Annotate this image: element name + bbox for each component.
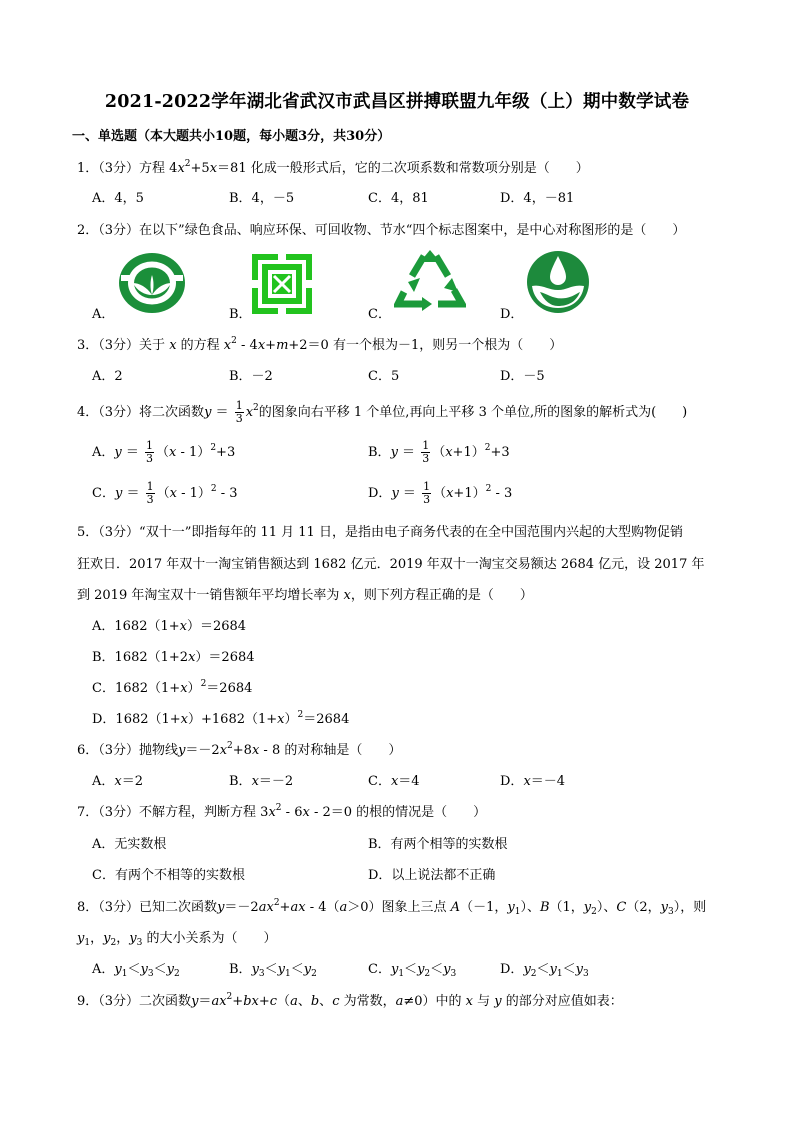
q2-number: 2．（3分） (77, 223, 140, 238)
q4-text: 将二次函数 (139, 405, 205, 420)
q6-option-a[interactable]: A．x＝2 (92, 774, 144, 789)
question-6: 6．（3分）抛物线$y=-2x^2+8x - 8$ 的对称轴是（ ） (77, 741, 402, 758)
q3-text: 关于 (139, 338, 170, 353)
q4-text: ＝ (211, 405, 233, 420)
q2-option-a[interactable]: A． (92, 307, 115, 322)
q8-option-c[interactable]: C．$y_1<y_2<y_3$ (368, 962, 457, 979)
q5-text-line-2: 狂欢日．2017 年双十一淘宝销售额达到 1682 亿元．2019 年双十一淘宝交易额达 2684 亿元，设 2017 年 (77, 557, 705, 572)
q8-option-b[interactable]: B．$y_3<y_1<y_2$ (229, 962, 317, 979)
q1-var: x (209, 161, 218, 176)
q4-text: 的图象向右平移 1 个单位,再向上平移 3 个单位,所的图象的解析式为( ) (258, 405, 688, 420)
recycle-logo-icon (394, 248, 466, 314)
q8-text-line-2: $y_1$，$y_2$，$y_3$ 的大小关系为（ ） (77, 931, 277, 948)
q3-var: x (257, 338, 266, 353)
q3-text: + (265, 338, 277, 353)
q3-option-b[interactable]: B．－2 (229, 369, 273, 384)
question-3 (77, 334, 562, 353)
q3-var: x (223, 338, 232, 353)
q7-option-a[interactable]: A．无实数根 (92, 837, 167, 852)
q1-var: x (177, 161, 185, 176)
q1-option-b[interactable]: B．4，－5 (229, 191, 295, 206)
q7-number: 7．（3分） (77, 805, 140, 820)
q3-text: +2＝0 有一个根为－1，则另一个根为（ ） (288, 338, 563, 353)
q3-sup: 2 (231, 336, 237, 346)
q3-option-d[interactable]: D．－5 (500, 369, 545, 384)
q6-option-c[interactable]: C．x＝4 (368, 774, 420, 789)
q2-option-b[interactable]: B． (229, 307, 252, 322)
q6-option-d[interactable]: D．x＝－4 (500, 774, 566, 789)
q3-option-c[interactable]: C．5 (368, 369, 400, 384)
page-title: 2021-2022学年湖北省武汉市武昌区拼搏联盟九年级（上）期中数学试卷 (104, 92, 690, 112)
q2-option-c[interactable]: C． (368, 307, 391, 322)
q3-var: m (276, 338, 289, 353)
question-5 (77, 521, 683, 540)
q1-sup: 2 (184, 159, 191, 169)
environment-logo-icon (252, 254, 312, 314)
q5-option-d[interactable]: D．$1682(1+x)+1682(1+x)^2=2684$ (92, 710, 350, 727)
green-food-logo-icon (117, 251, 187, 315)
q8-option-a[interactable]: A．$y_1<y_3<y_2$ (92, 962, 180, 979)
q4-sup: 2 (253, 403, 259, 413)
q7-option-b[interactable]: B．有两个相等的实数根 (368, 837, 508, 852)
q2-option-d[interactable]: D． (500, 307, 524, 322)
q1-number: 1．（3分） (77, 161, 140, 176)
q7-option-c[interactable]: C．有两个不相等的实数根 (92, 868, 245, 883)
q3-number: 3．（3分） (77, 338, 140, 353)
q3-var: x (169, 338, 177, 353)
q4-option-b[interactable]: B．y ＝ $\frac{1}{3}$ $(x+1)^2+3$ (368, 439, 510, 465)
question-7: 7．（3分）不解方程，判断方程 $3x^2 - 6x - 2=0$ 的根的情况是（ ） (77, 803, 487, 820)
water-saving-logo-icon (526, 250, 590, 314)
q4-option-a[interactable]: A．y ＝ $\frac{1}{3}$ （x - 1）$^2$+3 (92, 439, 236, 465)
question-8: 8．（3分）已知二次函数$y=-2ax^2+ax - 4(a>0)$图象上三点 A（－1，$y_1$）、B（1，$y_2$）、C（2，$y_3$），则 (77, 898, 707, 917)
q3-text: 的方程 (176, 338, 224, 353)
q3-option-a[interactable]: A．2 (92, 369, 123, 384)
q9-number: 9．（3分） (77, 994, 140, 1009)
q4-option-c[interactable]: C．y ＝ $\frac{1}{3}$ （x - 1）$^2$ - 3 (92, 480, 238, 506)
q6-option-b[interactable]: B．x＝－2 (229, 774, 294, 789)
q1-option-c[interactable]: C．4，81 (368, 191, 429, 206)
q5-option-a[interactable]: A．1682（1+x）＝2684 (92, 619, 247, 634)
question-9: 9．（3分）二次函数$y=ax^2+bx+c(a$、b、c 为常数，a≠0）中的 x 与 y 的部分对应值如表： (77, 992, 623, 1009)
q5-text: “双十一”即指每年的 11 月 11 日，是指由电子商务代表的在全中国范围内兴起的大型购物促销 (139, 525, 683, 540)
q4-var: y (204, 405, 212, 420)
q8-number: 8．（3分） (77, 900, 140, 915)
q3-text: - 4 (236, 338, 258, 353)
q8-option-d[interactable]: D．$y_2<y_1<y_3$ (500, 962, 589, 979)
q1-option-a[interactable]: A．4，5 (92, 191, 144, 206)
q5-text-line-3: 到 2019 年淘宝双十一销售额年平均增长率为 x，则下列方程正确的是（ ） (77, 588, 533, 603)
question-4 (77, 400, 687, 425)
q1-option-d[interactable]: D．4，－81 (500, 191, 575, 206)
q1-text: +5 (190, 161, 210, 176)
q4-var: x (245, 405, 254, 420)
q4-option-d[interactable]: D．y ＝ $\frac{1}{3}$ $(x+1)^2 - 3$ (368, 480, 513, 506)
section-heading: 一、单选题（本大题共小10题，每小题3分，共30分） (72, 129, 391, 144)
q5-option-c[interactable]: C．$1682(1+x)^2=2684$ (92, 679, 253, 696)
q4-number: 4．（3分） (77, 405, 140, 420)
q7-option-d[interactable]: D．以上说法都不正确 (368, 868, 496, 883)
question-2 (77, 219, 685, 238)
q5-number: 5．（3分） (77, 525, 140, 540)
q2-text: 在以下”绿色食品、响应环保、可回收物、节水“四个标志图案中，是中心对称图形的是（ ） (139, 223, 686, 238)
q6-number: 6．（3分） (77, 743, 140, 758)
question-1 (77, 157, 589, 176)
q1-text: ＝81 化成一般形式后，它的二次项系数和常数项分别是（ ） (217, 161, 589, 176)
q5-option-b[interactable]: B．1682（1+2x）＝2684 (92, 650, 255, 665)
q1-text: 方程 4 (139, 161, 178, 176)
q4-fraction: $\frac{1}{3}$ (235, 399, 243, 425)
